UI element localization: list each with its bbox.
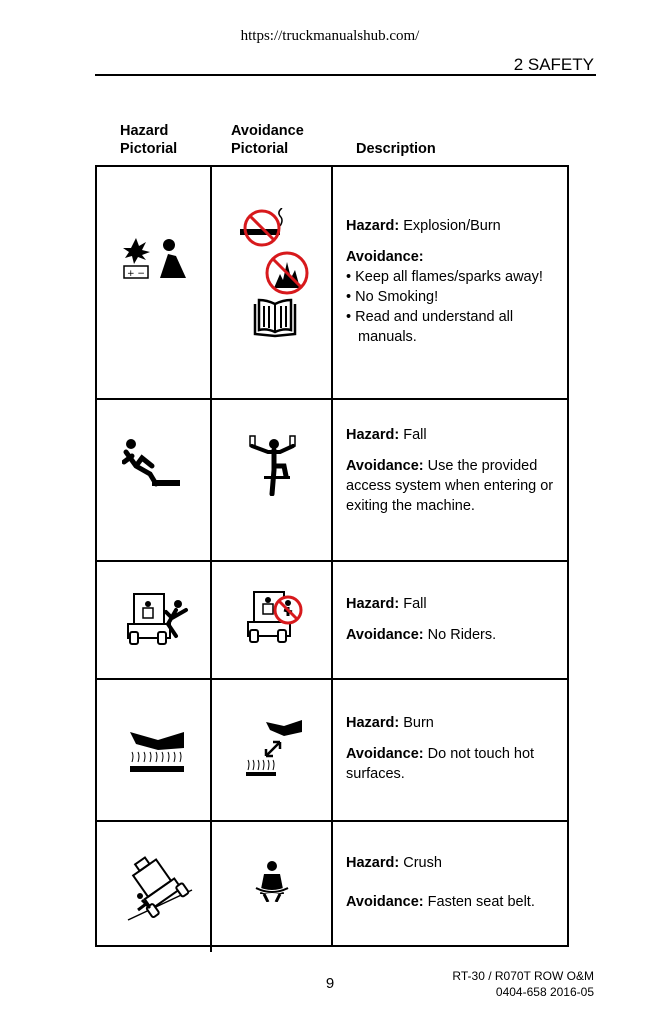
hazard-text: Burn [403, 715, 434, 731]
falling-person-icon [122, 436, 182, 488]
table-row-divider [95, 820, 569, 822]
column-header-avoidance-line1: Avoidance [231, 123, 304, 139]
avoidance-label: Avoidance: [346, 458, 424, 474]
table-column-divider [210, 165, 212, 952]
avoidance-text: Use the provided access system when entering or exiting the machine. [346, 458, 554, 514]
column-header-avoidance-line2: Pictorial [231, 141, 289, 157]
section-title: 2 SAFETY [513, 55, 594, 74]
no-open-flame-icon [264, 250, 310, 296]
hazard-label: Hazard: [346, 218, 400, 234]
hazard-label: Hazard: [346, 596, 400, 612]
avoidance-bullet: • Keep all flames/sparks away! [346, 269, 543, 285]
column-header-hazard-line2: Pictorial [120, 141, 178, 157]
hot-surface-burn-icon [128, 726, 186, 776]
seat-belt-icon [254, 860, 290, 902]
avoidance-text: No Riders. [427, 627, 497, 643]
column-header-hazard [120, 122, 177, 158]
table-row-description [346, 594, 496, 645]
avoidance-bullet: • Read and understand all manuals. [346, 309, 514, 345]
header-rule [95, 74, 596, 76]
hazard-label: Hazard: [346, 715, 400, 731]
hazard-text: Fall [403, 427, 427, 443]
avoidance-label: Avoidance: [346, 894, 424, 910]
column-header-hazard-line1: Hazard [120, 123, 169, 139]
document-title: RT-30 / R070T ROW O&M [452, 969, 594, 983]
table-row-description [346, 425, 556, 516]
table-row-divider [95, 398, 569, 400]
avoidance-text: Fasten seat belt. [427, 894, 535, 910]
hazard-text: Explosion/Burn [403, 218, 501, 234]
explosion-battery-icon [122, 236, 188, 280]
svg-text:+ −: + − [127, 269, 145, 279]
three-point-contact-icon [246, 432, 302, 496]
rider-falling-from-machine-icon [126, 592, 192, 646]
document-id [452, 968, 594, 1000]
table-row-description [346, 713, 536, 784]
hazard-text: Fall [403, 596, 427, 612]
table-row-divider [95, 678, 569, 680]
avoidance-label: Avoidance: [346, 627, 424, 643]
no-riders-icon [246, 588, 306, 644]
machine-rollover-crush-icon [126, 852, 194, 922]
table-row-description [346, 853, 535, 912]
page-number: 9 [325, 975, 335, 992]
avoidance-label: Avoidance: [346, 249, 424, 265]
read-manual-icon [252, 298, 298, 338]
hazard-label: Hazard: [346, 855, 400, 871]
avoidance-bullet: • No Smoking! [346, 289, 439, 305]
document-number: 0404-658 2016-05 [495, 985, 594, 999]
hazard-label: Hazard: [346, 427, 400, 443]
table-row-divider [95, 560, 569, 562]
avoidance-label: Avoidance: [346, 746, 424, 762]
no-smoking-icon [236, 208, 288, 248]
source-url: https://truckmanualshub.com/ [240, 28, 420, 44]
keep-hands-away-icon [244, 716, 304, 778]
column-header-avoidance [231, 122, 304, 158]
column-header-description: Description [356, 141, 436, 157]
table-row-description [346, 216, 543, 347]
avoidance-text: Do not touch hot surfaces. [346, 746, 535, 782]
table-column-divider [331, 165, 333, 947]
hazard-text: Crush [403, 855, 442, 871]
